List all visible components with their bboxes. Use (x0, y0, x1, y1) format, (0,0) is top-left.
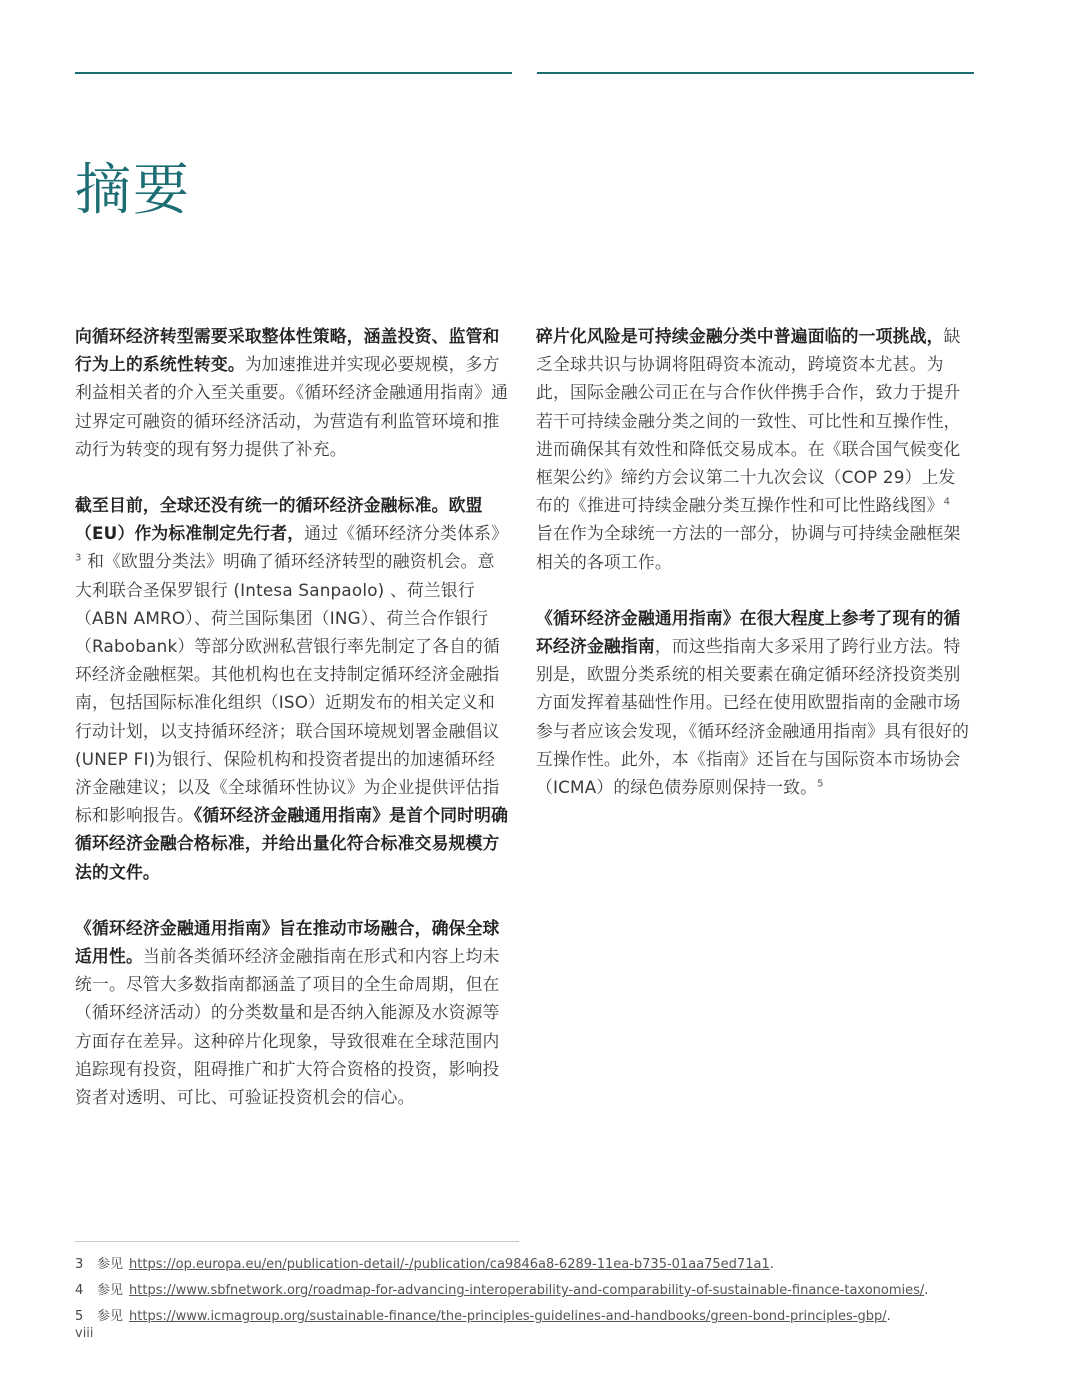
footnote-ref-3[interactable]: 3 (75, 552, 82, 564)
paragraph-reference-guides (536, 604, 970, 801)
paragraph-lead: 截至目前，全球还没有统一的循环经济金融标准。欧盟（EU）作为标准制定先行者， (75, 495, 483, 544)
paragraph-lead: 《循环经济金融通用指南》旨在推动市场融合，确保全球适用性。 (75, 917, 500, 967)
footnote-number: 5 (75, 1309, 84, 1324)
footnote-divider (75, 1241, 519, 1242)
paragraph-emphasis: 《循环经济金融通用指南》是首个同时明确循环经济金融合格标准，并给出量化符合标准交易规模方法的文件。 (75, 805, 509, 882)
footnote-item (75, 1304, 1035, 1330)
footnote-link[interactable]: https://www.icmagroup.org/sustainable-finance/the-principles-guidelines-and-handbooks/green-bond-principles-gbp/ (129, 1309, 887, 1324)
footnotes (75, 1252, 1035, 1330)
paragraph-body: 旨在作为全球统一方法的一部分，协调与可持续金融框架相关的各项工作。 (536, 523, 961, 572)
footnote-ref-4[interactable]: 4 (943, 496, 951, 508)
paragraph-lead: 《循环经济金融通用指南》在很大程度上参考了现有的循环经济金融指南 (536, 607, 961, 657)
footnote-ref-label: 参见 (97, 1257, 124, 1272)
page-title: 摘要 (75, 158, 191, 223)
paragraph-body: 缺乏全球共识与协调将阻碍资本流动，跨境资本尤甚。为此，国际金融公司正在与合作伙伴携手合作，致力于提升若干可持续金融分类之间的一致性、可比性和互操作性，进而确保其有效性和降低交易成本。在《联合国气候变化框架公约》缔约方会议第二十九次会议（COP 29）上发布的《推进可持续金融分类互操作性和可比性路线图》 (536, 326, 961, 516)
paragraph-transition (75, 322, 509, 463)
footnote-period: . (886, 1309, 891, 1324)
left-column (75, 322, 509, 1139)
header-rule-right (537, 72, 974, 74)
paragraph-body: 为加速推进并实现必要规模，多方利益相关者的介入至关重要。《循环经济金融通用指南》通过界定可融资的循环经济活动，为营造有利监管环境和推动行为转变的现有努力提供了补充。 (75, 354, 509, 459)
paragraph-body: ，而这些指南大多采用了跨行业方法。特别是，欧盟分类系统的相关要素在确定循环经济投资类别方面发挥着基础性作用。已经在使用欧盟指南的金融市场参与者应该会发现，《循环经济金融通用指南》具有很好的互操作性。此外，本《指南》还旨在与国际资本市场协会（ICMA）的绿色债券原则保持一致。 (536, 636, 970, 798)
footnote-ref-label: 参见 (97, 1309, 124, 1324)
footnote-number: 3 (75, 1257, 84, 1272)
paragraph-no-standard (75, 491, 509, 886)
footnote-period: . (924, 1283, 929, 1298)
footnote-link[interactable]: https://op.europa.eu/en/publication-detail/-/publication/ca9846a8-6289-11ea-b735-01aa75ed71a1 (129, 1257, 770, 1272)
header-rule-left (75, 72, 512, 74)
paragraph-body: 通过《循环经济分类体系》 (304, 523, 509, 544)
footnote-item (75, 1278, 1035, 1304)
paragraph-lead: 向循环经济转型需要采取整体性策略，涵盖投资、监管和行为上的系统性转变。 (75, 326, 500, 375)
footnote-ref-label: 参见 (97, 1283, 124, 1298)
footnote-ref-5[interactable]: 5 (817, 778, 824, 790)
footnote-number: 4 (75, 1283, 84, 1298)
footnote-item (75, 1252, 1035, 1278)
paragraph-body: 当前各类循环经济金融指南在形式和内容上均未统一。尽管大多数指南都涵盖了项目的全生命周期，但在（循环经济活动）的分类数量和是否纳入能源及水资源等方面存在差异。这种碎片化现象，导致很难在全球范围内追踪现有投资，阻碍推广和扩大符合资格的投资，影响投资者对透明、可比、可验证投资机会的信心。 (75, 946, 500, 1108)
footnote-period: . (769, 1257, 774, 1272)
right-column (536, 322, 970, 829)
paragraph-market-convergence (75, 914, 509, 1111)
footnote-link[interactable]: https://www.sbfnetwork.org/roadmap-for-advancing-interoperability-and-comparability-of-sustainable-finance-taxonomies/ (129, 1283, 925, 1298)
paragraph-fragmentation (536, 322, 970, 576)
paragraph-lead: 碎片化风险是可持续金融分类中普遍面临的一项挑战， (536, 326, 944, 346)
paragraph-body: 和《欧盟分类法》明确了循环经济转型的融资机会。意大利联合圣保罗银行 (Intesa Sanpaolo) 、荷兰银行（ABN AMRO）、荷兰国际集团（ING）、荷兰合作银行（Rabobank）等部分欧洲私营银行率先制定了各自的循环经济金融框架。其他机构也在支持制定循环经济金融指南，包括国际标准化组织（ISO）近期发布的相关定义和行动计划，以支持循环经济；联合国环境规划署金融倡议 (UNEP FI)为银行、保险机构和投资者提出的加速循环经济金融建议；以及《全球循环性协议》为企业提供评估指标和影响报告。 (75, 551, 501, 826)
page-number: viii (75, 1326, 94, 1341)
